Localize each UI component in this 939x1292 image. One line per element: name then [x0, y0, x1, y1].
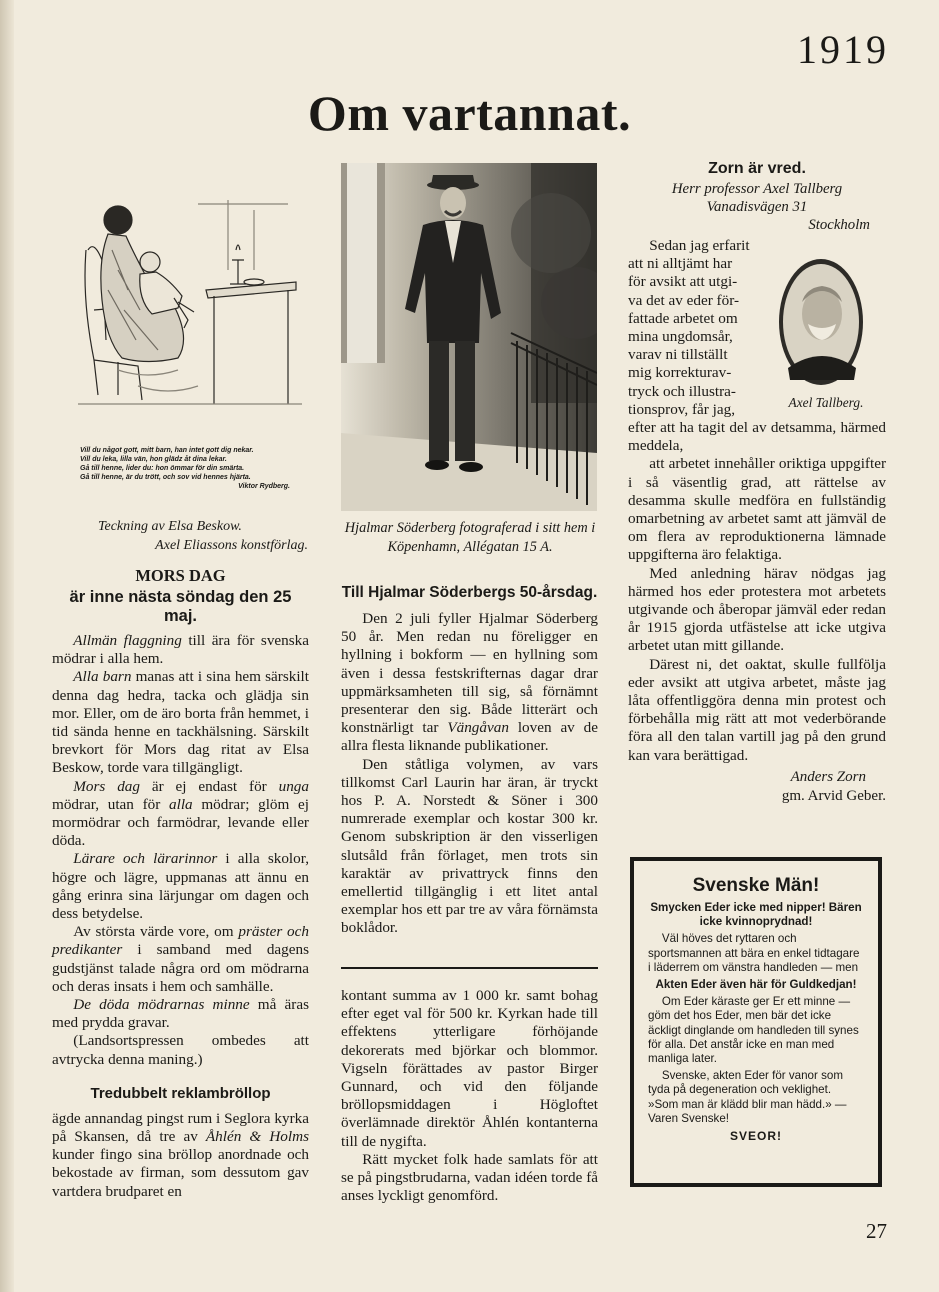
italic-run: präster och predikanter [52, 923, 309, 959]
mother-child-drawing [78, 190, 302, 410]
reklambrollop-heading: Tredubbelt reklambröllop [90, 1084, 271, 1102]
italic-run: De döda mödrarnas minne [73, 996, 250, 1014]
zorn-heading: Zorn är vred. [708, 160, 806, 177]
column-divider [341, 967, 598, 969]
address-line: Vanadisvägen 31 [706, 199, 808, 215]
text-run: manas att i sina hem särskilt denna dag hedra, tacka och glädja sin mor. Eller, om de äro borta från hemmet, i tid sända henne en tackhälsning. Särskilt brevkort för Mors dag ritat av Elsa Beskow, torde vara tillgängligt. [52, 668, 309, 777]
letter-signature: Anders Zorn [790, 768, 866, 785]
intro-line: mina ungdomsår, [628, 328, 733, 346]
ad-title: Svenske Män! [692, 875, 820, 896]
portrait-image [778, 258, 864, 386]
italic-run: Vängåvan [447, 719, 509, 737]
intro-line: att ni alltjämt har [628, 255, 733, 273]
photo-image [341, 163, 597, 511]
mors-dag-heading: MORS DAG [135, 566, 226, 585]
reklambrollop-body [52, 1110, 309, 1201]
paragraph: Med anledning härav nödgas jag härmed hos eder protestera mot arbetets utgivande och åberopar jämväl eder redan år 1915 gjorda utfästelse att icke utgiva arbetet utan mitt gillande. [628, 564, 886, 655]
text-run: i samband med dagens gudstjänst talade några ord om mödrarna och deras insats i hem och samhälle. [52, 941, 309, 995]
zorn-intro-narrow [628, 237, 774, 419]
year-header: 1919 [797, 27, 889, 72]
text-run: kunder fingo sina bröllop anordnade och bekostade av firman, som dessutom gav vartdera brudparet en [52, 1146, 309, 1200]
column-1 [52, 566, 309, 1201]
beskow-illustration [78, 190, 302, 510]
paragraph [341, 756, 598, 938]
caption-artist: Teckning av Elsa Beskow. [98, 519, 242, 534]
mors-dag-body [52, 632, 309, 1069]
intro-line: varav ni tillställt [628, 346, 728, 364]
paragraph [52, 996, 309, 1032]
paragraph [52, 632, 309, 668]
paragraph: Därest ni, det oaktat, skulle fullfölja eder avsikt att utgiva arbetet, måste jag låta offentliggöra denna min protest och förbehålla mig rätt att mot vederbörande föra all den talan vartill jag på den grund kan vara berättigad. [628, 655, 886, 764]
text-run: Av största värde vore, om [73, 923, 239, 941]
svenske-man-ad [630, 857, 882, 1187]
zorn-letter-body [628, 455, 886, 764]
paragraph [52, 778, 309, 851]
text-run: i alla skolor, högre och lägre, uppmanas att ännu en gång erinra sina lärjungar om dagen och dess betydelse. [52, 850, 309, 923]
paragraph [52, 923, 309, 996]
paragraph: att arbetet innehåller oriktiga uppgifter i så väsentlig grad, att rättelse av desamma skulle medföra en fullständig omarbetning av arbetet samt att jämväl de om flera av reproduktionerna lämnade uppgifterna äro felaktiga. [628, 455, 886, 564]
ad-paragraph: Svenske, akten Eder för vanor som tyda på degeneration och veklighet. »Som man är klädd blir man hädd.» — Varen Svenske! [648, 1069, 847, 1125]
zorn-intro-rest: efter att ha tagit del av detsamma, härmed meddela, [628, 419, 886, 455]
paragraph [341, 1151, 598, 1206]
text-run: ägde annandag pingst rum i Seglora kyrka på Skansen, då tre av [52, 1109, 309, 1146]
photo-caption: Hjalmar Söderberg fotograferad i sitt hem i Köpenhamn, Allégatan 15 A. [344, 520, 596, 555]
text-run: kontant summa av 1 000 kr. samt bohag efter eget val för 500 kr. Kyrkan hade till effektens ytterligare förhöjande dekorerats med björkar och blommor. Vigseln förättades av pastor Birger Gunnard, och vid den följande bröllopsmiddagen i Högloftet överlämnade direktör Åhlén kontanterna till de nygifta. [341, 987, 598, 1150]
soderberg-body [341, 610, 598, 938]
text-run: är ej endast för [139, 777, 279, 795]
verse-signature: Viktor Rydberg. [238, 483, 290, 490]
verse-line: Vill du något gott, mitt barn, han intet gott dig nekar. [80, 447, 254, 454]
text-run: (Landsortspressen ombedes att avtrycka denna maning.) [52, 1032, 309, 1068]
column-2-continued [341, 987, 598, 1205]
caption-publisher: Axel Eliassons konstförlag. [155, 538, 308, 553]
verse-line: Gå till henne, är du trött, och sov vid hennes hjärta. [80, 474, 251, 481]
text-run: Rätt mycket folk hade samlats för att se på pingstbrudarna, vadan idéen torde få anses lyckligt genomförd. [341, 1150, 598, 1205]
italic-run: Lärare och lärarinnor [73, 850, 218, 868]
intro-line: tionsprov, får jag, [628, 400, 735, 418]
letter-signature-via: gm. Arvid Geber. [781, 787, 886, 804]
zorn-intro-lines [628, 237, 774, 419]
paragraph [341, 987, 598, 1151]
ad-body [648, 901, 864, 1126]
italic-run: Allmän flaggning [73, 632, 182, 649]
text-run: mödrar; glöm ej mormödrar och farmödrar, levande eller döda. [52, 795, 309, 850]
intro-line: Sedan jag erfarit [649, 237, 750, 254]
verse-line: Gå till henne, lider du: hon ömmar för din smärta. [80, 465, 245, 472]
column-3 [628, 419, 886, 805]
paragraph [52, 850, 309, 923]
text-run: mödrar, utan för [52, 795, 169, 813]
paragraph [341, 610, 598, 756]
soderberg-heading: Till Hjalmar Söderbergs 50-årsdag. [341, 584, 598, 601]
text-run: Den 2 juli fyller Hjalmar Söderberg 50 år. Men redan nu föreligger en hyllning i bokform — en hyllning som även i dessa festskrifternas dagar drar uppmärksamheten till sig, så förnämnt presenterar den sig. Både litterärt och konstnärligt tar [341, 610, 598, 737]
address-line: Stockholm [808, 217, 870, 233]
paragraph [52, 668, 309, 777]
intro-line: för avsikt att utgi- [628, 273, 738, 291]
zorn-header [628, 160, 886, 234]
text-run: till ära för svenska mödrar i alla hem. [52, 632, 309, 668]
verse-line: Vill du leka, lilla vän, hon glädz åt dina lekar. [80, 456, 227, 463]
page-number: 27 [866, 1219, 887, 1243]
italic-run: Mors dag [73, 777, 140, 795]
paragraph [52, 1110, 309, 1201]
soderberg-photo [341, 163, 597, 511]
italic-run: Alla barn [73, 668, 132, 686]
italic-run: Åhlén & Holms [205, 1128, 309, 1146]
paragraph [52, 1032, 309, 1068]
text-run: må äras med prydda gravar. [52, 996, 309, 1032]
illustration-caption [98, 517, 308, 555]
ad-signature: SVEOR! [729, 1129, 782, 1144]
portrait-caption: Axel Tallberg. [788, 395, 864, 410]
page-headline: Om vartannat. [307, 85, 632, 141]
text-run: Den ståtliga volymen, av vars tillkomst Carl Laurin har äran, är tryckt hos P. A. Norstedt & Söner i 300 numrerade exemplar och kostar 300 kr. Genom subskription är den visserligen slutsåld från förlaget, men trots sin karaktär av privattryck finns den emellertid tillgänglig i ett litet antal exemplar hos ett par tre av våra förnämsta boklådor. [341, 755, 598, 937]
column-2 [341, 584, 598, 938]
ad-paragraph: Om Eder käraste ger Er ett minne — göm det hos Eder, men bär det icke äckligt dinglande om handleden till synes för alla. Det anstår icke en man med manliga later. [648, 995, 859, 1066]
reklambrollop-continued [341, 987, 598, 1205]
intro-line: tryck och illustra- [628, 382, 736, 400]
ad-paragraph: Akten Eder även här för Guldkedjan! [655, 978, 857, 992]
intro-line: mig korrekturav- [628, 364, 732, 382]
text-run: loven av de allra flesta liknande publikationer. [341, 719, 598, 755]
mors-dag-subheading: är inne nästa söndag den 25 maj. [69, 588, 292, 625]
italic-run: unga [278, 777, 309, 795]
ad-paragraph: Smycken Eder icke med nipper! Bären icke kvinnoprydnad! [650, 901, 862, 929]
address-line: Herr professor Axel Tallberg [671, 181, 843, 197]
intro-line: va det av eder för- [628, 291, 740, 309]
tallberg-portrait [778, 258, 864, 386]
binding-gutter [0, 0, 14, 1292]
intro-line: fattade arbetet om [628, 309, 738, 327]
ad-paragraph: Väl höves det ryttaren och sportsmannen att bära en enkel tidtagare i läderrem om vänstra handleden — men [648, 932, 860, 974]
italic-run: alla [169, 795, 193, 813]
verse-block [80, 446, 304, 491]
